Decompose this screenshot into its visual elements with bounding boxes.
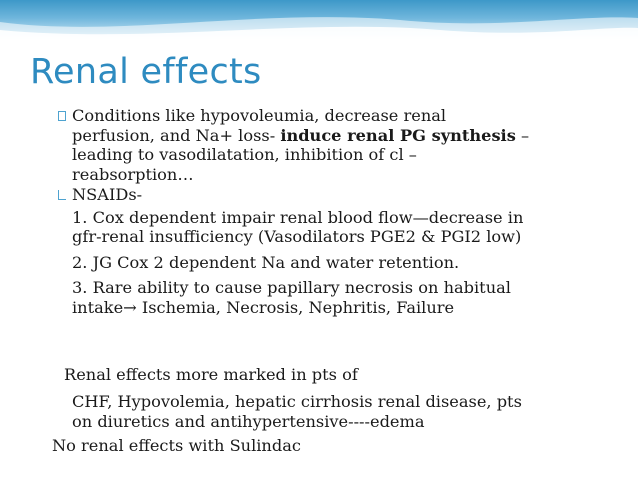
bullet-nsaids (58, 185, 618, 205)
note-sulindac: No renal effects with Sulindac (52, 436, 301, 455)
list-item (72, 278, 618, 317)
bullet-text-segment: – (515, 125, 530, 145)
bullet-text-line: reabsorption… (72, 164, 194, 184)
note-line: CHF, Hypovolemia, hepatic cirrhosis renal disease, pts (72, 392, 522, 411)
header-wave-decoration (0, 0, 638, 40)
slide-body (58, 106, 618, 317)
bullet-text-line: leading to vasodilatation, inhibition of cl – (72, 145, 417, 164)
nsaids-sublist (58, 208, 618, 318)
note-line: on diuretics and antihypertensive----edema (72, 411, 425, 431)
list-item-line: 2. JG Cox 2 dependent Na and water retention. (72, 252, 460, 272)
list-item-line: intake→ Ischemia, Necrosis, Nephritis, Failure (72, 297, 455, 317)
list-item-line: gfr-renal insufficiency (Vasodilators PGE2 & PGI2 low) (72, 227, 522, 246)
list-item-line: 1. Cox dependent impair renal blood flow—decrease in (72, 207, 524, 227)
bullet-bold-phrase: induce renal PG synthesis (280, 125, 516, 145)
bullet-conditions (58, 106, 618, 184)
note-conditions (72, 392, 522, 431)
list-item-line: 3. Rare ability to cause papillary necrosis on habitual (72, 278, 511, 297)
list-item (72, 208, 618, 247)
list-item (72, 253, 618, 273)
bullet-marker-icon (58, 190, 66, 200)
bullet-text-line (72, 126, 618, 146)
slide-title: Renal effects (30, 52, 262, 92)
bullet-text-line: Conditions like hypovoleumia, decrease renal (72, 106, 447, 125)
bullet-label: NSAIDs- (72, 185, 143, 204)
bullet-marker-icon (58, 111, 66, 121)
note-marked: Renal effects more marked in pts of (64, 365, 358, 384)
bullet-text-segment: perfusion, and Na+ loss- (72, 125, 281, 145)
